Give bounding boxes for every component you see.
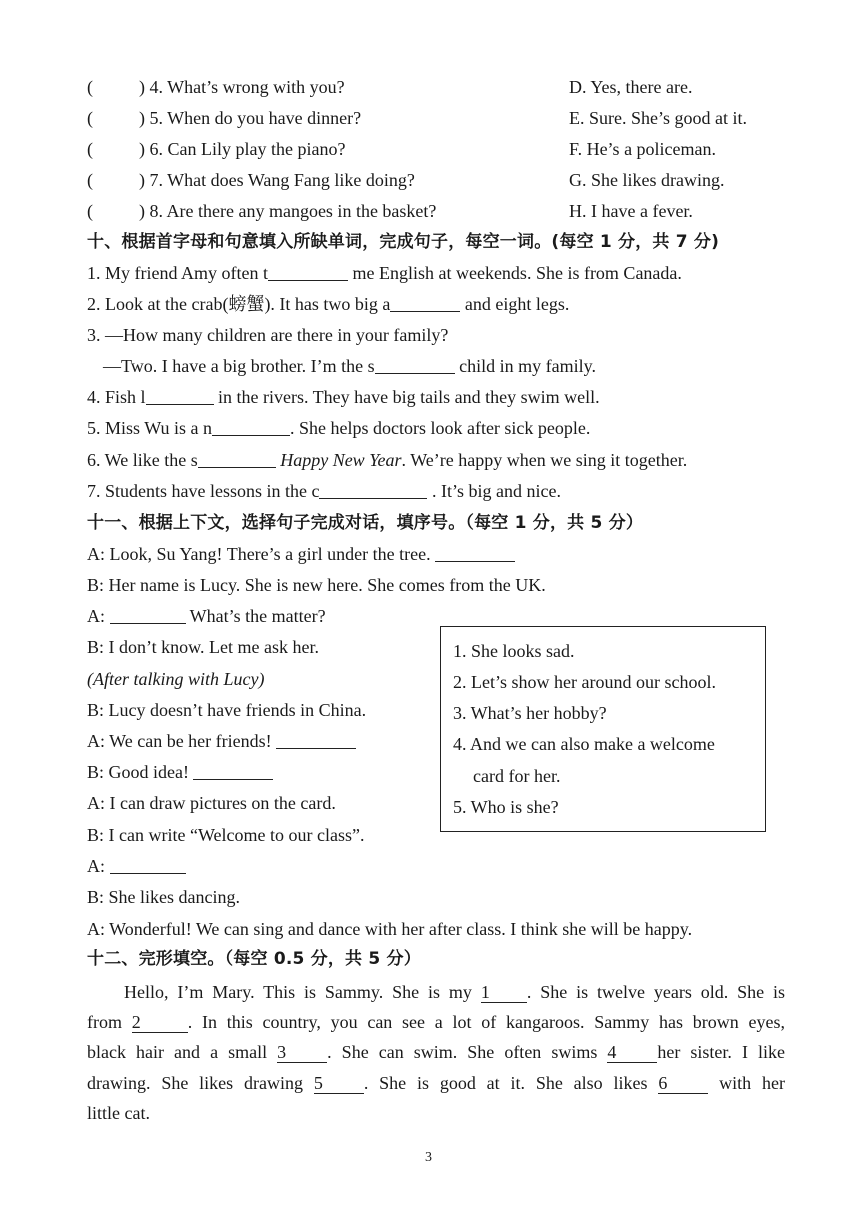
answer-blank[interactable]: [319, 480, 427, 499]
answer-blank[interactable]: [146, 386, 214, 405]
dialogue-line: B: She likes dancing.: [87, 887, 240, 907]
option-item: card for her.: [473, 766, 561, 786]
matching-answer: D. Yes, there are.: [569, 77, 693, 97]
fill-sentence: —Two. I have a big brother. I’m the s child in my family.: [103, 356, 596, 376]
dialogue-line: A: Look, Su Yang! There’s a girl under the tree.: [87, 542, 515, 566]
matching-item: ( ) 5. When do you have dinner?: [87, 108, 362, 128]
cloze-line: drawing. She likes drawing 5 . She is good at it. She also likes 6 with her: [87, 1073, 786, 1093]
dialogue-line: B: Lucy doesn’t have friends in China.: [87, 700, 367, 720]
page-number: 3: [425, 1150, 432, 1165]
cloze-line: little cat.: [87, 1103, 150, 1123]
answer-blank[interactable]: [212, 417, 290, 436]
dialogue-line: A:: [87, 854, 186, 878]
fill-sentence: 3. —How many children are there in your family?: [87, 325, 449, 345]
cloze-line: from 2 . In this country, you can see a lot of kangaroos. Sammy has brown eyes,: [87, 1012, 785, 1032]
matching-answer: H. I have a fever.: [569, 201, 693, 221]
answer-blank[interactable]: [276, 730, 356, 749]
cloze-blank[interactable]: 4: [607, 1042, 657, 1063]
dialogue-line: (After talking with Lucy): [87, 669, 265, 689]
dialogue-line: B: I don’t know. Let me ask her.: [87, 637, 319, 657]
option-item: 4. And we can also make a welcome: [453, 734, 715, 754]
answer-blank[interactable]: [268, 262, 348, 281]
dialogue-line: A: I can draw pictures on the card.: [87, 793, 336, 813]
answer-blank[interactable]: [193, 761, 273, 780]
dialogue-line: B: I can write “Welcome to our class”.: [87, 825, 365, 845]
dialogue-line: B: Her name is Lucy. She is new here. She comes from the UK.: [87, 575, 546, 595]
cloze-blank[interactable]: 1: [481, 982, 527, 1003]
dialogue-line: A: Wonderful! We can sing and dance with her after class. I think she will be happy.: [87, 919, 693, 939]
cloze-blank[interactable]: 2: [132, 1012, 188, 1033]
matching-answer: G. She likes drawing.: [569, 170, 725, 190]
section-title: 十一、根据上下文，选择句子完成对话，填序号。（每空 1 分，共 5 分）: [87, 513, 644, 533]
options-box: [440, 626, 766, 832]
answer-blank[interactable]: [110, 605, 186, 624]
cloze-line: Hello, I’m Mary. This is Sammy. She is my 1 . She is twelve years old. She is: [124, 982, 785, 1002]
dialogue-line: A: We can be her friends!: [87, 729, 356, 753]
dialogue-line: B: Good idea!: [87, 760, 273, 784]
answer-blank[interactable]: [390, 293, 460, 312]
fill-sentence: 6. We like the s Happy New Year. We’re happy when we sing it together.: [87, 450, 688, 470]
section-title: 十、根据首字母和句意填入所缺单词，完成句子，每空一词。(每空 1 分，共 7 分): [87, 232, 720, 252]
dialogue-line: A: What’s the matter?: [87, 606, 326, 626]
cloze-blank[interactable]: 3: [277, 1042, 327, 1063]
answer-blank[interactable]: [375, 355, 455, 374]
fill-sentence: 1. My friend Amy often t me English at weekends. She is from Canada.: [87, 263, 682, 283]
cloze-line: black hair and a small 3 . She can swim. She often swims 4 her sister. I like: [87, 1042, 785, 1062]
option-item: 5. Who is she?: [453, 797, 559, 817]
fill-sentence: 7. Students have lessons in the c . It’s big and nice.: [87, 481, 561, 501]
matching-answer: E. Sure. She’s good at it.: [569, 108, 747, 128]
matching-item: ( ) 8. Are there any mangoes in the basket?: [87, 201, 437, 221]
option-item: 2. Let’s show her around our school.: [453, 672, 716, 692]
fill-sentence: 5. Miss Wu is a n . She helps doctors look after sick people.: [87, 418, 591, 438]
option-item: 1. She looks sad.: [453, 641, 575, 661]
matching-answer: F. He’s a policeman.: [569, 139, 717, 159]
fill-sentence: 4. Fish l in the rivers. They have big tails and they swim well.: [87, 387, 600, 407]
answer-blank[interactable]: [198, 449, 276, 468]
answer-blank[interactable]: [110, 855, 186, 874]
matching-item: ( ) 6. Can Lily play the piano?: [87, 139, 346, 159]
section-title: 十二、完形填空。（每空 0.5 分，共 5 分）: [87, 949, 421, 969]
cloze-blank[interactable]: 5: [314, 1073, 364, 1094]
matching-item: ( ) 7. What does Wang Fang like doing?: [87, 170, 415, 190]
option-item: 3. What’s her hobby?: [453, 703, 607, 723]
fill-sentence: 2. Look at the crab(螃蟹). It has two big a and eight legs.: [87, 294, 570, 314]
answer-blank[interactable]: [435, 543, 515, 562]
matching-item: ( ) 4. What’s wrong with you?: [87, 77, 345, 97]
cloze-blank[interactable]: 6: [658, 1073, 708, 1094]
